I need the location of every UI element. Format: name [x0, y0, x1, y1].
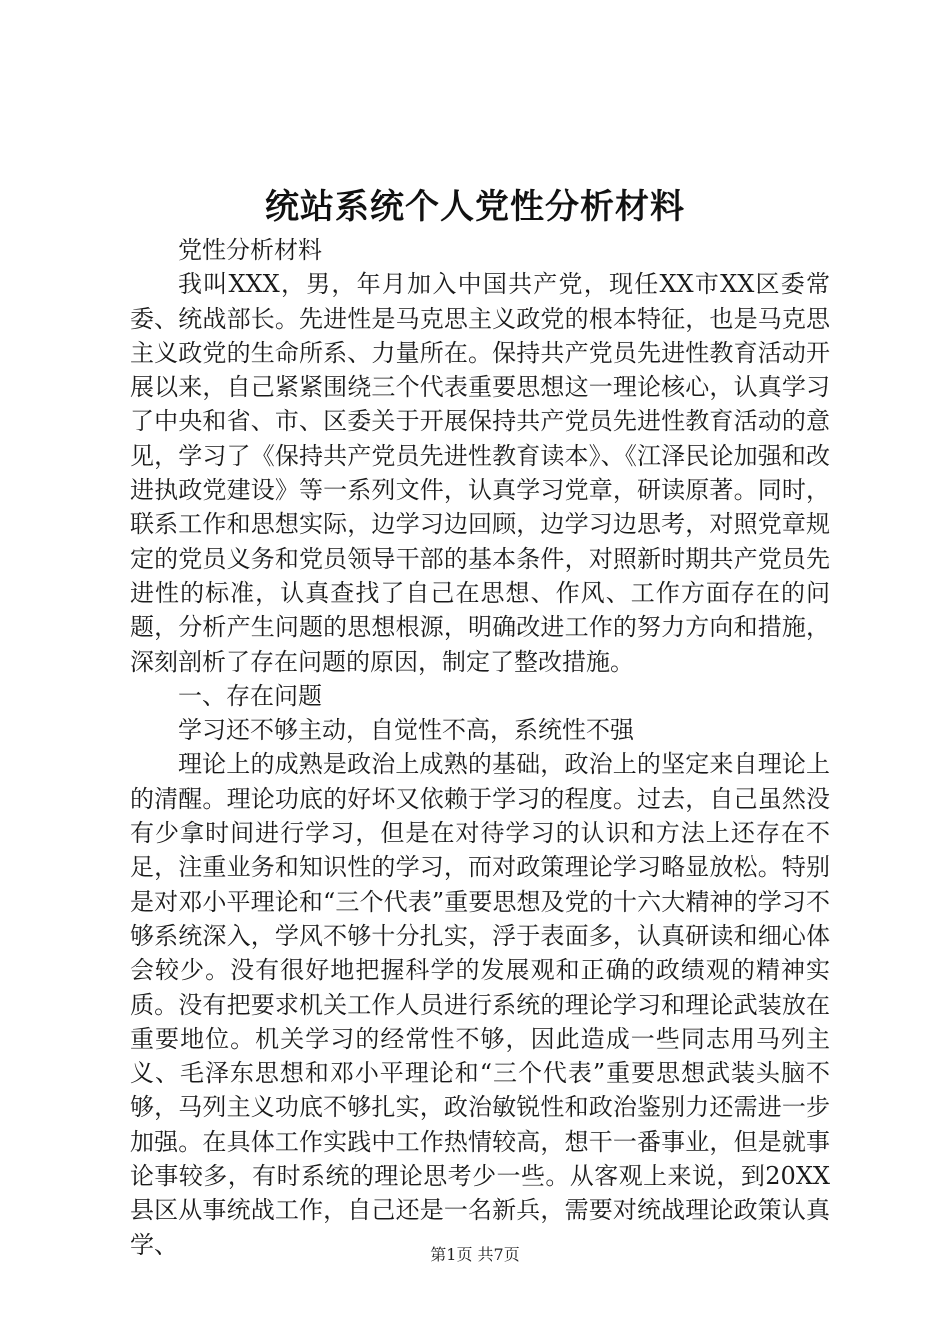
- page-footer: 第1页 共7页: [430, 1245, 520, 1264]
- document-title: 统站系统个人党性分析材料: [265, 187, 685, 227]
- paragraph-intro: 我叫XXX，男，年月加入中国共产党，现任XX市XX区委常委、统战部长。先进性是马克思主义政党的根本特征，也是马克思主义政党的生命所系、力量所在。保持共产党员先进性教育活动开展以来，自己紧紧围绕三个代表重要思想这一理论核心，认真学习了中央和省、市、区委关于开展保持共产党员先进性教育活动的意见，学习了《保持共产党员先进性教育读本》、《江泽民论加强和改进执政党建设》等一系列文件，认真学习党章，研读原著。同时，联系工作和思想实际，边学习边回顾，边学习边思考，对照党章规定的党员义务和党员领导干部的基本条件，对照新时期共产党员先进性的标准，认真查找了自己在思想、作风、工作方面存在的问题，分析产生问题的思想根源，明确改进工作的努力方向和措施，深刻剖析了存在问题的原因，制定了整改措施。: [130, 270, 830, 676]
- paragraph-heading: 党性分析材料: [178, 236, 322, 264]
- document-body: [130, 233, 830, 1262]
- section-heading: 一、存在问题: [178, 681, 322, 710]
- paragraph-body: 理论上的成熟是政治上成熟的基础，政治上的坚定来自理论上的清醒。理论功底的好坏又依赖于学习的程度。过去，自己虽然没有少拿时间进行学习，但是在对待学习的认识和方法上还存在不足，注重业务和知识性的学习，而对政策理论学习略显放松。特别是对邓小平理论和“三个代表”重要思想及党的十六大精神的学习不够系统深入，学风不够十分扎实，浮于表面多，认真研读和细心体会较少。没有很好地把握科学的发展观和正确的政绩观的精神实质。没有把要求机关工作人员进行系统的理论学习和理论武装放在重要地位。机关学习的经常性不够，因此造成一些同志用马列主义、毛泽东思想和邓小平理论和“三个代表”重要思想武装头脑不够，马列主义功底不够扎实，政治敏锐性和政治鉴别力还需进一步加强。在具体工作实践中工作热情较高，想干一番事业，但是就事论事较多，有时系统的理论思考少一些。从客观上来说，到20XX县区从事统战工作，自己还是一名新兵，需要对统战理论政策认真学、: [130, 750, 830, 1259]
- subsection-heading: 学习还不够主动，自觉性不高，系统性不强: [178, 716, 634, 745]
